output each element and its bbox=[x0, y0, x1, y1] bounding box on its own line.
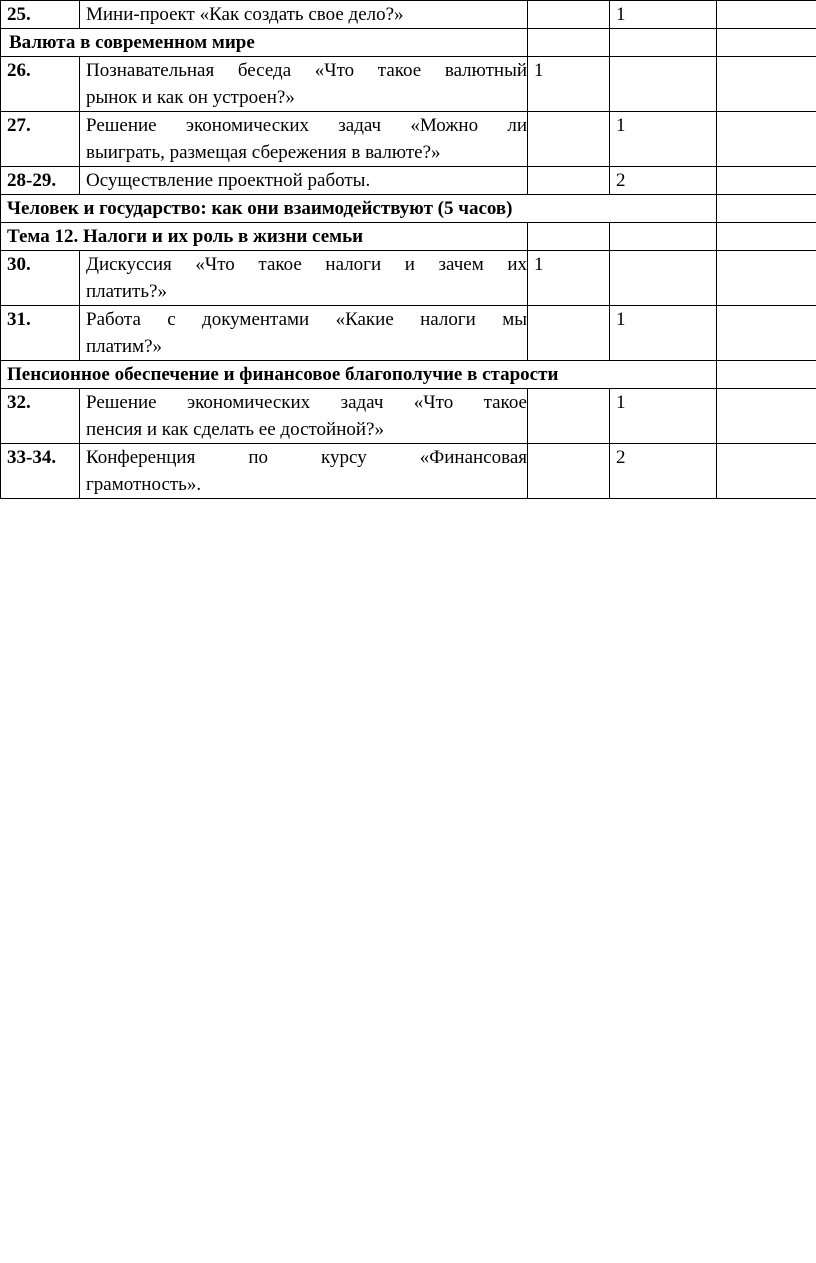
empty-cell bbox=[717, 29, 816, 57]
hours-practice-cell: 2 bbox=[610, 167, 717, 195]
curriculum-table-body bbox=[1, 1, 816, 499]
lesson-description-line: платить?» bbox=[86, 281, 167, 302]
lesson-description-line: платим?» bbox=[86, 336, 163, 357]
empty-cell bbox=[717, 57, 816, 112]
lesson-description bbox=[80, 167, 528, 195]
empty-cell bbox=[717, 167, 816, 195]
hours-practice-cell: 2 bbox=[610, 444, 717, 499]
lesson-description bbox=[80, 1, 528, 29]
lesson-description-line: Дискуссия «Что такое налоги и зачем их bbox=[86, 254, 527, 275]
hours-practice-cell: 1 bbox=[610, 112, 717, 167]
hours-theory-cell bbox=[528, 1, 610, 29]
table-row bbox=[1, 444, 816, 499]
table-row bbox=[1, 112, 816, 167]
module-row bbox=[1, 361, 816, 389]
empty-cell bbox=[717, 195, 816, 223]
empty-cell bbox=[717, 1, 816, 29]
lesson-description-line: Познавательная беседа «Что такое валютный bbox=[86, 60, 527, 81]
lesson-number: 32. bbox=[1, 389, 80, 444]
empty-cell bbox=[717, 444, 816, 499]
lesson-number: 33-34. bbox=[1, 444, 80, 499]
lesson-description bbox=[80, 444, 528, 499]
empty-cell bbox=[610, 29, 717, 57]
hours-theory-cell bbox=[528, 167, 610, 195]
empty-cell bbox=[717, 223, 816, 251]
hours-practice-cell bbox=[610, 251, 717, 306]
table-row bbox=[1, 389, 816, 444]
lesson-description bbox=[80, 251, 528, 306]
table-row bbox=[1, 306, 816, 361]
lesson-number: 31. bbox=[1, 306, 80, 361]
table-row bbox=[1, 167, 816, 195]
empty-cell bbox=[717, 306, 816, 361]
lesson-description bbox=[80, 306, 528, 361]
hours-theory-cell bbox=[528, 389, 610, 444]
table-row bbox=[1, 57, 816, 112]
empty-cell bbox=[717, 251, 816, 306]
lesson-number: 25. bbox=[1, 1, 80, 29]
hours-theory-cell bbox=[528, 112, 610, 167]
theme-title: Тема 12. Налоги и их роль в жизни семьи bbox=[1, 223, 528, 251]
table-row bbox=[1, 1, 816, 29]
module-row bbox=[1, 195, 816, 223]
lesson-number: 26. bbox=[1, 57, 80, 112]
lesson-description-line: Решение экономических задач «Можно ли bbox=[86, 115, 527, 136]
lesson-description-line: выиграть, размещая сбережения в валюте?» bbox=[86, 142, 441, 163]
section-title: Валюта в современном мире bbox=[1, 29, 528, 57]
lesson-description bbox=[80, 389, 528, 444]
lesson-description-line: Работа с документами «Какие налоги мы bbox=[86, 309, 527, 330]
hours-practice-cell bbox=[610, 57, 717, 112]
lesson-description-line: Решение экономических задач «Что такое bbox=[86, 392, 527, 413]
lesson-description-line: грамотность». bbox=[86, 474, 202, 495]
hours-practice-cell: 1 bbox=[610, 389, 717, 444]
hours-theory-cell bbox=[528, 444, 610, 499]
table-row bbox=[1, 251, 816, 306]
lesson-description bbox=[80, 112, 528, 167]
hours-theory-cell: 1 bbox=[528, 251, 610, 306]
empty-cell bbox=[717, 389, 816, 444]
theme-row bbox=[1, 223, 816, 251]
lesson-description-line: пенсия и как сделать ее достойной?» bbox=[86, 419, 384, 440]
lesson-description bbox=[80, 57, 528, 112]
empty-cell bbox=[528, 223, 610, 251]
hours-practice-cell: 1 bbox=[610, 306, 717, 361]
lesson-description-line: Осуществление проектной работы. bbox=[86, 170, 371, 191]
lesson-description-line: Мини-проект «Как создать свое дело?» bbox=[86, 4, 404, 25]
empty-cell bbox=[610, 223, 717, 251]
section-row bbox=[1, 29, 816, 57]
empty-cell bbox=[717, 361, 816, 389]
module-title: Человек и государство: как они взаимодействуют (5 часов) bbox=[1, 195, 717, 223]
lesson-description-line: Конференция по курсу «Финансовая bbox=[86, 447, 527, 468]
curriculum-table bbox=[0, 0, 816, 499]
module-title: Пенсионное обеспечение и финансовое благополучие в старости bbox=[1, 361, 717, 389]
hours-theory-cell: 1 bbox=[528, 57, 610, 112]
hours-practice-cell: 1 bbox=[610, 1, 717, 29]
lesson-number: 28-29. bbox=[1, 167, 80, 195]
lesson-number: 27. bbox=[1, 112, 80, 167]
lesson-description-line: рынок и как он устроен?» bbox=[86, 87, 295, 108]
empty-cell bbox=[528, 29, 610, 57]
empty-cell bbox=[717, 112, 816, 167]
hours-theory-cell bbox=[528, 306, 610, 361]
lesson-number: 30. bbox=[1, 251, 80, 306]
